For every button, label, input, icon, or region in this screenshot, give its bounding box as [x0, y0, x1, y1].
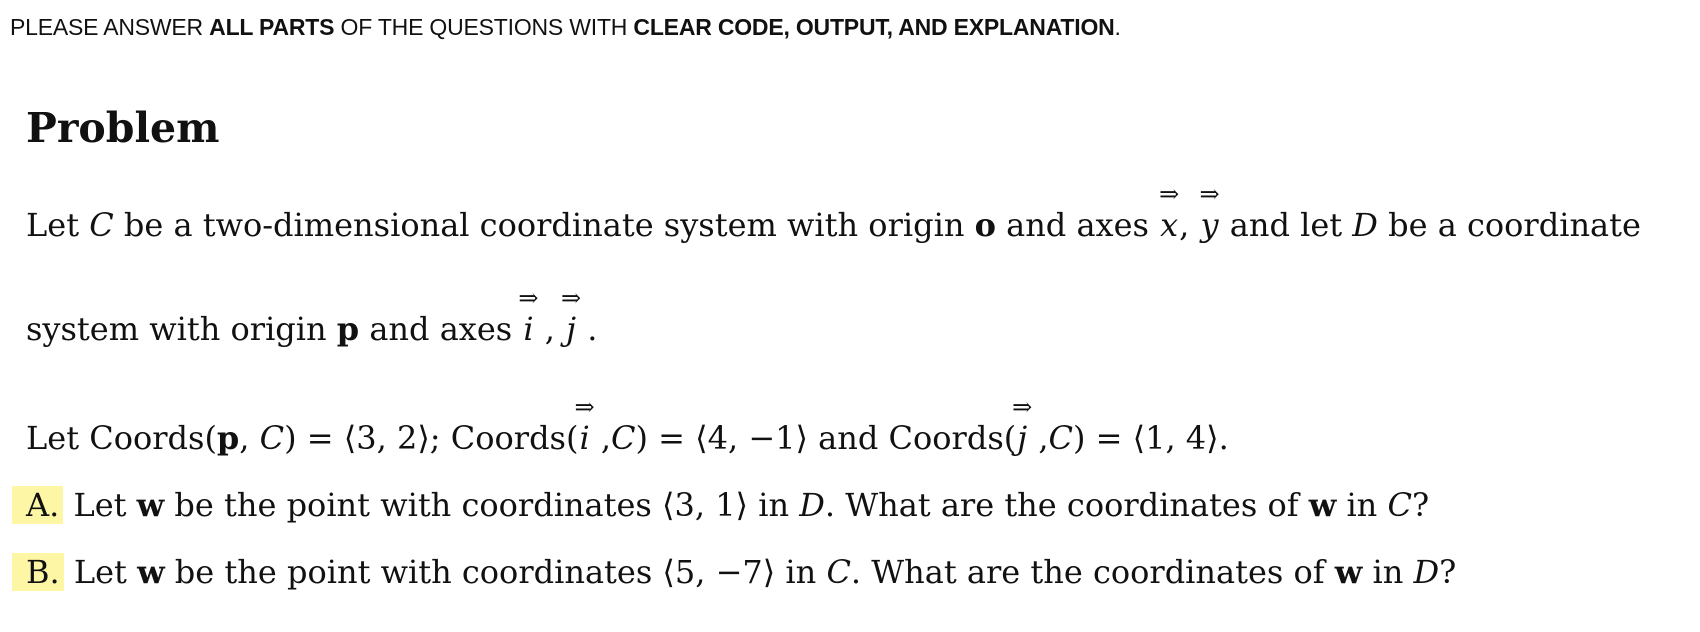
symbol-c: C — [89, 206, 114, 244]
vector-j: ⇒ j — [1012, 393, 1033, 457]
symbol-d: D — [799, 486, 825, 524]
instruction-bold: CLEAR CODE, OUTPUT, AND EXPLANATION — [633, 14, 1115, 40]
double-arrow-icon: ⇒ — [560, 284, 582, 312]
instruction-bold: ALL PARTS — [209, 14, 335, 40]
symbol-c: C — [826, 553, 851, 591]
symbol-w: w — [136, 486, 165, 524]
double-arrow-icon: ⇒ — [574, 393, 595, 421]
vector-y: ⇒ y — [1199, 180, 1220, 244]
problem-statement-line-2: system with origin p and axes ⇒ i , ⇒ j . — [26, 284, 598, 348]
symbol-c: C — [259, 419, 285, 457]
vector-j: ⇒ j — [560, 284, 582, 348]
instruction-part: PLEASE ANSWER — [10, 14, 210, 40]
symbol-w: w — [137, 553, 165, 591]
double-arrow-icon: ⇒ — [1199, 180, 1220, 208]
symbol-c: C — [611, 419, 636, 457]
vector-x: ⇒ x — [1159, 180, 1180, 244]
instruction-part: OF THE QUESTIONS WITH — [334, 14, 634, 40]
instruction-part: . — [1114, 14, 1121, 40]
double-arrow-icon: ⇒ — [518, 284, 539, 312]
symbol-p: p — [216, 419, 240, 457]
question-b: B. Let w be the point with coordinates ⟨5, −7⟩ in C. What are the coordinates of w in D? — [26, 555, 1456, 590]
coords-definition-line: Let Coords(p, C) = ⟨3, 2⟩; Coords( ⇒ i ,C) = ⟨4, −1⟩ and Coords( ⇒ j ,C) = ⟨1, 4⟩. — [26, 393, 1229, 457]
double-arrow-icon: ⇒ — [1159, 180, 1180, 208]
question-b-label: B. — [12, 553, 64, 591]
instruction-text — [10, 14, 1121, 41]
symbol-w: w — [1308, 486, 1337, 524]
question-a: A. Let w be the point with coordinates ⟨3, 1⟩ in D. What are the coordinates of w in C? — [26, 488, 1429, 523]
double-arrow-icon: ⇒ — [1012, 393, 1033, 421]
page-title: Problem — [26, 104, 220, 152]
symbol-w: w — [1334, 553, 1363, 591]
question-a-label: A. — [12, 486, 63, 524]
vector-i: ⇒ i — [574, 393, 595, 457]
symbol-p: p — [336, 310, 360, 348]
vector-i: ⇒ i — [518, 284, 539, 348]
symbol-o: o — [974, 206, 996, 244]
symbol-c: C — [1387, 486, 1412, 524]
problem-statement-line-1: Let C be a two-dimensional coordinate system with origin o and axes ⇒ x, ⇒ y and let D be a coordinate — [26, 180, 1641, 244]
symbol-d: D — [1352, 206, 1378, 244]
symbol-d: D — [1413, 553, 1440, 591]
symbol-c: C — [1048, 419, 1073, 457]
